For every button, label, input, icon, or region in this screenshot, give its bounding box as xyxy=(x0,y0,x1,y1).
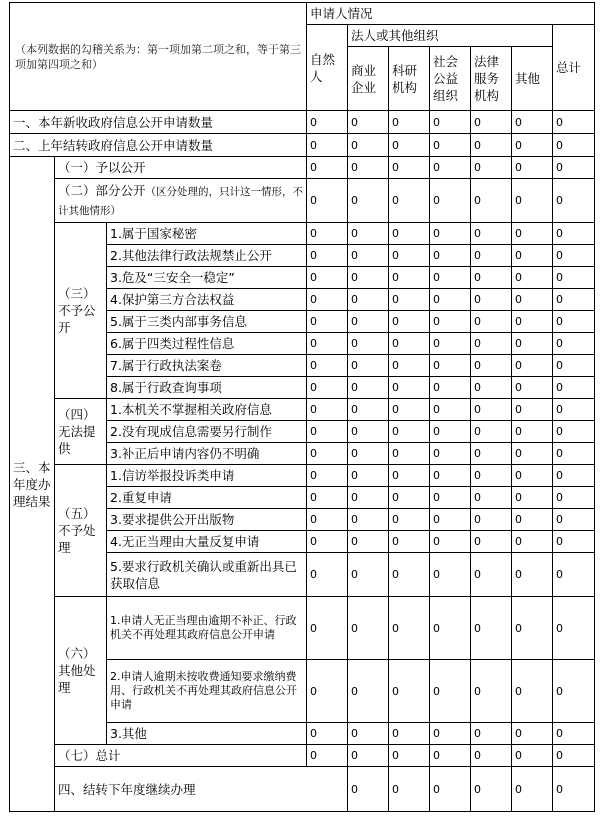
cell: 0 xyxy=(471,465,512,487)
cell: 0 xyxy=(430,311,471,333)
cell: 0 xyxy=(512,723,553,745)
cell: 0 xyxy=(553,179,595,223)
cell: 0 xyxy=(389,767,430,812)
cell: 0 xyxy=(471,597,512,660)
row-label-partial xyxy=(55,179,307,223)
cell: 0 xyxy=(430,245,471,267)
row-label: 7.属于行政执法案卷 xyxy=(107,355,307,377)
cell: 0 xyxy=(348,179,389,223)
cell: 0 xyxy=(307,399,348,421)
cell: 0 xyxy=(512,223,553,245)
row-label: 2.重复申请 xyxy=(107,487,307,509)
row-label: （七）总计 xyxy=(55,745,307,767)
table-row xyxy=(10,134,595,157)
cell: 0 xyxy=(348,245,389,267)
cell: 0 xyxy=(348,745,389,767)
header-total: 总计 xyxy=(553,25,595,111)
cell: 0 xyxy=(389,443,430,465)
row-label: 8.属于行政查询事项 xyxy=(107,377,307,399)
cell: 0 xyxy=(348,443,389,465)
cell: 0 xyxy=(307,179,348,223)
cell: 0 xyxy=(553,289,595,311)
cell: 0 xyxy=(389,157,430,179)
cell: 0 xyxy=(307,553,348,597)
row-label: 2.申请人逾期未按收费通知要求缴纳费用、行政机关不再处理其政府信息公开申请 xyxy=(107,660,307,723)
cell: 0 xyxy=(389,465,430,487)
cell: 0 xyxy=(553,487,595,509)
header-other: 其他 xyxy=(512,47,553,111)
cell: 0 xyxy=(389,723,430,745)
cell: 0 xyxy=(348,509,389,531)
table-row xyxy=(10,111,595,134)
table-row xyxy=(10,179,595,223)
cell: 0 xyxy=(512,333,553,355)
cell: 0 xyxy=(512,289,553,311)
cell: 0 xyxy=(430,509,471,531)
cell: 0 xyxy=(389,660,430,723)
sub-section-label: （三）不予公开 xyxy=(55,223,107,399)
cell: 0 xyxy=(553,333,595,355)
cell: 0 xyxy=(553,767,595,812)
cell: 0 xyxy=(389,289,430,311)
cell: 0 xyxy=(430,134,471,157)
table-row xyxy=(10,597,595,660)
sub-section-label: （六）其他处理 xyxy=(55,597,107,745)
cell: 0 xyxy=(512,399,553,421)
cell: 0 xyxy=(430,289,471,311)
cell: 0 xyxy=(307,465,348,487)
cell: 0 xyxy=(553,267,595,289)
row-label: 3.危及“三安全一稳定” xyxy=(107,267,307,289)
cell: 0 xyxy=(307,111,348,134)
cell: 0 xyxy=(553,745,595,767)
row-label: 4.保护第三方合法权益 xyxy=(107,289,307,311)
cell: 0 xyxy=(389,267,430,289)
header-public-welfare: 社会公益组织 xyxy=(430,47,471,111)
cell: 0 xyxy=(553,377,595,399)
cell: 0 xyxy=(512,179,553,223)
cell: 0 xyxy=(512,111,553,134)
cell: 0 xyxy=(430,399,471,421)
cell: 0 xyxy=(307,531,348,553)
cell: 0 xyxy=(553,399,595,421)
cell: 0 xyxy=(389,487,430,509)
cell: 0 xyxy=(471,660,512,723)
cell: 0 xyxy=(553,134,595,157)
cell: 0 xyxy=(348,289,389,311)
cell: 0 xyxy=(471,421,512,443)
row-label: （二）部分公开 xyxy=(58,182,146,198)
cell: 0 xyxy=(430,179,471,223)
cell: 0 xyxy=(471,355,512,377)
cell: 0 xyxy=(307,267,348,289)
cell: 0 xyxy=(307,377,348,399)
cell: 0 xyxy=(348,134,389,157)
section3-label: 三、本年度办理结果 xyxy=(10,157,55,812)
cell: 0 xyxy=(389,531,430,553)
row-label: 1.申请人无正当理由逾期不补正、行政机关不再处理其政府信息公开申请 xyxy=(107,597,307,660)
cell: 0 xyxy=(430,723,471,745)
header-natural-person: 自然人 xyxy=(307,25,348,111)
cell: 0 xyxy=(430,597,471,660)
cell: 0 xyxy=(553,111,595,134)
row-label: 2.没有现成信息需要另行制作 xyxy=(107,421,307,443)
cell: 0 xyxy=(348,421,389,443)
cell: 0 xyxy=(512,245,553,267)
cell: 0 xyxy=(348,399,389,421)
cell: 0 xyxy=(389,377,430,399)
table-row xyxy=(10,399,595,421)
cell: 0 xyxy=(430,421,471,443)
cell: 0 xyxy=(471,179,512,223)
cell: 0 xyxy=(512,355,553,377)
row-label: 四、结转下年度继续办理 xyxy=(55,767,348,812)
cell: 0 xyxy=(430,465,471,487)
cell: 0 xyxy=(307,311,348,333)
cell: 0 xyxy=(389,745,430,767)
table-row xyxy=(10,767,595,812)
cell: 0 xyxy=(430,767,471,812)
cell: 0 xyxy=(512,134,553,157)
row-label: 3.补正后申请内容仍不明确 xyxy=(107,443,307,465)
cell: 0 xyxy=(348,660,389,723)
row-label: （一）予以公开 xyxy=(55,157,307,179)
cell: 0 xyxy=(307,421,348,443)
cell: 0 xyxy=(307,509,348,531)
row-label: 6.属于四类过程性信息 xyxy=(107,333,307,355)
cell: 0 xyxy=(389,399,430,421)
cell: 0 xyxy=(471,399,512,421)
cell: 0 xyxy=(307,134,348,157)
row-label: 2.其他法律行政法规禁止公开 xyxy=(107,245,307,267)
cell: 0 xyxy=(430,660,471,723)
cell: 0 xyxy=(389,111,430,134)
cell: 0 xyxy=(430,377,471,399)
row-label: 1.属于国家秘密 xyxy=(107,223,307,245)
cell: 0 xyxy=(430,531,471,553)
row-label: 1.本机关不掌握相关政府信息 xyxy=(107,399,307,421)
cell: 0 xyxy=(512,597,553,660)
cell: 0 xyxy=(553,355,595,377)
cell: 0 xyxy=(348,311,389,333)
cell: 0 xyxy=(389,553,430,597)
cell: 0 xyxy=(348,377,389,399)
cell: 0 xyxy=(307,597,348,660)
cell: 0 xyxy=(512,487,553,509)
cell: 0 xyxy=(512,267,553,289)
cell: 0 xyxy=(553,245,595,267)
cell: 0 xyxy=(307,443,348,465)
header-applicant: 申请人情况 xyxy=(307,3,595,25)
cell: 0 xyxy=(512,465,553,487)
cell: 0 xyxy=(430,553,471,597)
sub-section-label: （四）无法提供 xyxy=(55,399,107,465)
cell: 0 xyxy=(512,767,553,812)
cell: 0 xyxy=(512,553,553,597)
cell: 0 xyxy=(430,487,471,509)
cell: 0 xyxy=(348,157,389,179)
cell: 0 xyxy=(307,157,348,179)
table-row xyxy=(10,157,595,179)
cell: 0 xyxy=(430,111,471,134)
cell: 0 xyxy=(553,531,595,553)
row-label-note: （区分处理的，只计这一情形，不计其他情形） xyxy=(58,185,304,217)
row-label: 二、上年结转政府信息公开申请数量 xyxy=(10,134,307,157)
cell: 0 xyxy=(553,443,595,465)
cell: 0 xyxy=(348,597,389,660)
cell: 0 xyxy=(471,245,512,267)
header-research: 科研机构 xyxy=(389,47,430,111)
table-row xyxy=(10,465,595,487)
cell: 0 xyxy=(389,333,430,355)
cell: 0 xyxy=(512,509,553,531)
cell: 0 xyxy=(553,157,595,179)
cell: 0 xyxy=(389,223,430,245)
cell: 0 xyxy=(471,723,512,745)
cell: 0 xyxy=(553,553,595,597)
cell: 0 xyxy=(389,134,430,157)
cell: 0 xyxy=(307,745,348,767)
cell: 0 xyxy=(348,487,389,509)
cell: 0 xyxy=(430,443,471,465)
cell: 0 xyxy=(430,267,471,289)
cell: 0 xyxy=(512,745,553,767)
cell: 0 xyxy=(430,355,471,377)
cell: 0 xyxy=(553,509,595,531)
cell: 0 xyxy=(553,597,595,660)
cell: 0 xyxy=(348,267,389,289)
cell: 0 xyxy=(471,443,512,465)
cell: 0 xyxy=(512,311,553,333)
cell: 0 xyxy=(512,531,553,553)
cell: 0 xyxy=(430,157,471,179)
cell: 0 xyxy=(553,723,595,745)
cell: 0 xyxy=(348,333,389,355)
cell: 0 xyxy=(389,311,430,333)
row-label: 3.要求提供公开出版物 xyxy=(107,509,307,531)
table-row xyxy=(10,223,595,245)
cell: 0 xyxy=(471,745,512,767)
cell: 0 xyxy=(348,767,389,812)
cell: 0 xyxy=(471,531,512,553)
cell: 0 xyxy=(512,377,553,399)
disclosure-stats-table xyxy=(9,2,595,812)
cell: 0 xyxy=(471,509,512,531)
row-label: 3.其他 xyxy=(107,723,307,745)
row-label: 一、本年新收政府信息公开申请数量 xyxy=(10,111,307,134)
header-note: （本列数据的勾稽关系为：第一项加第二项之和，等于第三项加第四项之和） xyxy=(10,3,307,111)
cell: 0 xyxy=(348,355,389,377)
cell: 0 xyxy=(471,333,512,355)
cell: 0 xyxy=(307,355,348,377)
cell: 0 xyxy=(512,157,553,179)
cell: 0 xyxy=(553,311,595,333)
cell: 0 xyxy=(512,421,553,443)
cell: 0 xyxy=(348,531,389,553)
row-label: 1.信访举报投诉类申请 xyxy=(107,465,307,487)
header-legal-service: 法律服务机构 xyxy=(471,47,512,111)
cell: 0 xyxy=(389,245,430,267)
cell: 0 xyxy=(307,333,348,355)
cell: 0 xyxy=(307,660,348,723)
cell: 0 xyxy=(348,223,389,245)
cell: 0 xyxy=(471,289,512,311)
cell: 0 xyxy=(430,223,471,245)
cell: 0 xyxy=(348,723,389,745)
cell: 0 xyxy=(307,289,348,311)
cell: 0 xyxy=(348,465,389,487)
row-label: 4.无正当理由大量反复申请 xyxy=(107,531,307,553)
cell: 0 xyxy=(389,355,430,377)
cell: 0 xyxy=(389,179,430,223)
sub-section-label: （五）不予处理 xyxy=(55,465,107,597)
cell: 0 xyxy=(471,767,512,812)
cell: 0 xyxy=(430,333,471,355)
cell: 0 xyxy=(307,223,348,245)
cell: 0 xyxy=(471,267,512,289)
cell: 0 xyxy=(389,597,430,660)
cell: 0 xyxy=(471,311,512,333)
cell: 0 xyxy=(553,465,595,487)
header-commercial: 商业企业 xyxy=(348,47,389,111)
header-legal-group: 法人或其他组织 xyxy=(348,25,553,47)
cell: 0 xyxy=(389,509,430,531)
cell: 0 xyxy=(307,487,348,509)
cell: 0 xyxy=(307,245,348,267)
cell: 0 xyxy=(389,421,430,443)
cell: 0 xyxy=(307,723,348,745)
cell: 0 xyxy=(471,223,512,245)
cell: 0 xyxy=(512,660,553,723)
cell: 0 xyxy=(471,134,512,157)
table-row xyxy=(10,745,595,767)
row-label: 5.属于三类内部事务信息 xyxy=(107,311,307,333)
cell: 0 xyxy=(471,553,512,597)
cell: 0 xyxy=(430,745,471,767)
cell: 0 xyxy=(512,443,553,465)
cell: 0 xyxy=(471,377,512,399)
row-label: 5.要求行政机关确认或重新出具已获取信息 xyxy=(107,553,307,597)
cell: 0 xyxy=(348,553,389,597)
cell: 0 xyxy=(553,223,595,245)
cell: 0 xyxy=(553,421,595,443)
cell: 0 xyxy=(471,111,512,134)
cell: 0 xyxy=(553,660,595,723)
cell: 0 xyxy=(471,157,512,179)
cell: 0 xyxy=(348,111,389,134)
cell: 0 xyxy=(471,487,512,509)
